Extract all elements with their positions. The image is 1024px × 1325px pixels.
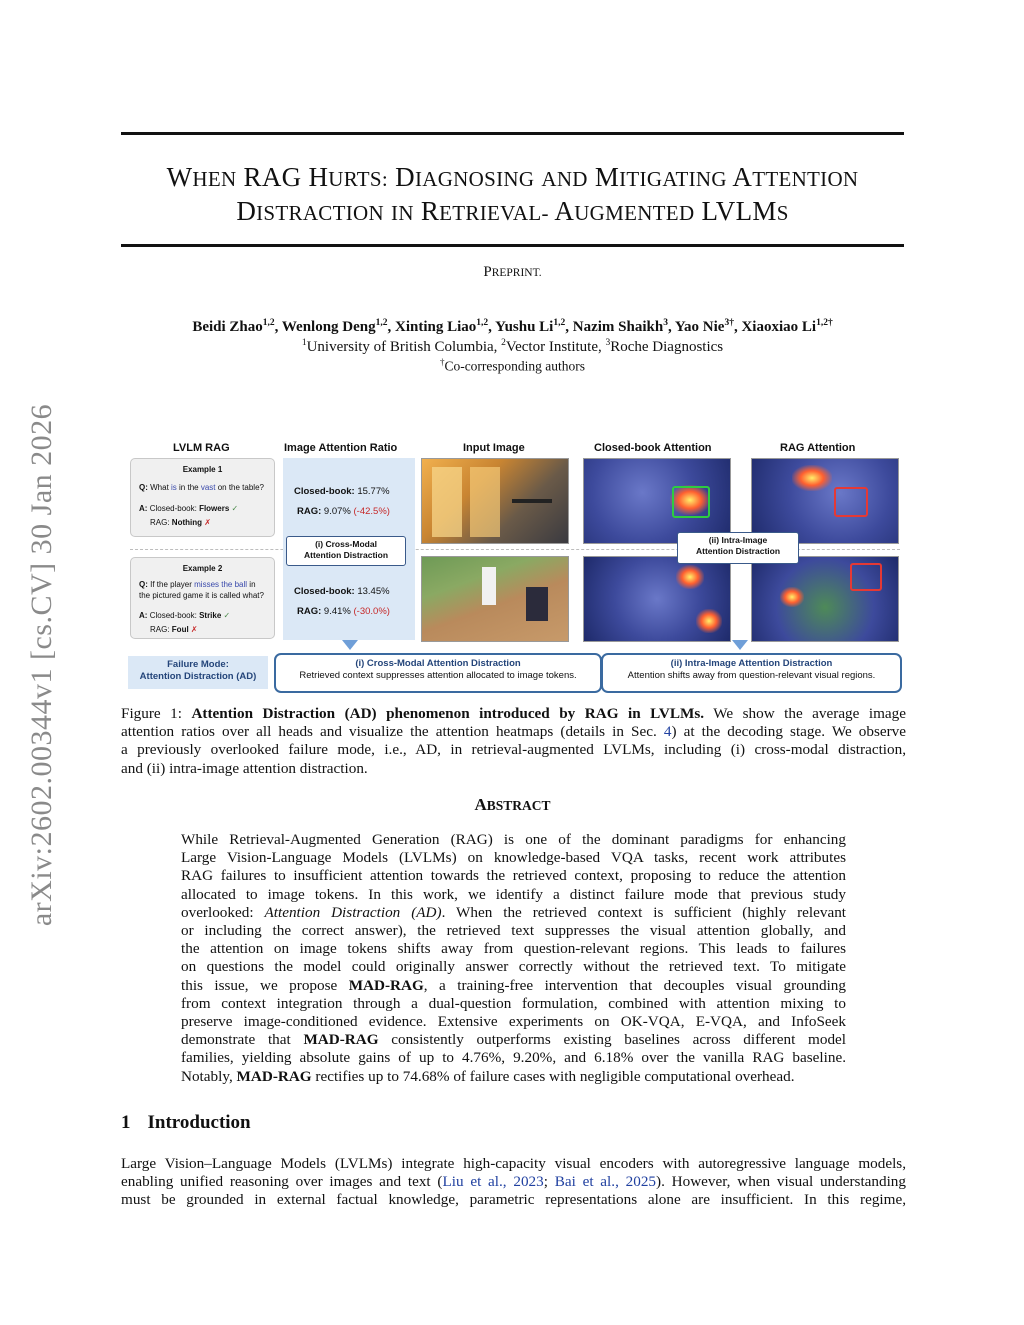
col-header-lvlm-rag: LVLM RAG xyxy=(173,442,230,454)
affiliation-name: University of British Columbia, xyxy=(306,339,502,355)
example-1-box xyxy=(130,458,275,537)
arrow-down-icon xyxy=(732,640,748,650)
check-icon: ✓ xyxy=(223,611,231,620)
abstract-line: or including the correct answer), the retrieved text suppresses the visual attention globally, and xyxy=(181,922,846,940)
col-header-image-attention-ratio: Image Attention Ratio xyxy=(284,442,398,454)
abstract-line: from context integration through a dual-question formulation, combined with attention mixing to xyxy=(181,994,846,1012)
introduction-paragraph: Large Vision–Language Models (LVLMs) integrate high-capacity visual encoders with autoregressive language models, enabling unified reasoning over images and text (Liu et al., 2023; Bai et al., 2025). However, when visual understanding must be grounded in external factual knowledge, parametric representations alone are insufficient. In this regime, xyxy=(121,1155,906,1209)
arrow-down-icon xyxy=(342,640,358,650)
section-reference-link[interactable]: 4 xyxy=(663,723,672,741)
failure-mode-intra-image-box: (ii) Intra-Image Attention Distraction Attention shifts away from question-relevant visual regions. xyxy=(601,653,902,693)
title-bottom-rule xyxy=(121,244,904,247)
abstract-line: Large Vision-Language Models (LVLMs) on knowledge-based VQA tasks, recent work attributes xyxy=(181,849,846,867)
abstract-line: on questions the model could originally answer correctly without the retrieved text. To mitigate xyxy=(181,958,846,976)
abstract-line: Notably, MAD-RAG rectifies up to 74.68% of failure cases with negligible computational overhead. xyxy=(181,1067,795,1085)
ratio-1-closed: Closed-book: 15.77% xyxy=(294,486,390,497)
example-1-title: Example 1 xyxy=(182,465,223,474)
abstract-line: preserve image-conditioned evidence. Extensive experiments on OK-VQA, E-VQA, and InfoSeek xyxy=(181,1013,846,1031)
abstract-body xyxy=(181,831,846,1086)
attention-ratio-panel xyxy=(283,458,415,640)
example-2-closed-answer: A: Closed-book: Strike ✓ xyxy=(139,611,231,620)
citation-link-liu[interactable]: Liu et al., 2023 xyxy=(442,1173,544,1191)
section-heading-introduction: 1 Introduction xyxy=(121,1112,251,1133)
author-name: Xinting Liao xyxy=(395,319,477,335)
author-name: Yushu Li xyxy=(495,319,554,335)
example-2-rag-answer: RAG: Foul ✗ xyxy=(150,625,198,634)
affiliation-name: Vector Institute, xyxy=(505,339,606,355)
check-icon: ✓ xyxy=(231,504,239,513)
author-name: Xiaoxiao Li xyxy=(741,319,817,335)
title-top-rule xyxy=(121,132,904,135)
abstract-line: While Retrieval-Augmented Generation (RAG) is one of the dominant paradigms for enhancing xyxy=(181,831,846,848)
ratio-1-rag: RAG: 9.07% (-42.5%) xyxy=(297,506,390,517)
preprint-label: PREPRINT. xyxy=(483,264,542,280)
figure-1 xyxy=(121,436,904,696)
example-2-box xyxy=(130,557,275,639)
example-2-title: Example 2 xyxy=(182,564,223,573)
author-name: Beidi Zhao xyxy=(192,319,263,335)
abstract-line: families, yielding absolute gains of up to 4.76%, 9.20%, and 6.18% over the vanilla RAG baseline. xyxy=(181,1049,846,1067)
paper-title-line2: DISTRACTION IN RETRIEVAL- AUGMENTED LVLMS xyxy=(236,196,789,226)
example-1-question: Q: What is in the vast on the table? xyxy=(139,483,264,492)
paper-title-line1: WHEN RAG HURTS: DIAGNOSING AND MITIGATING ATTENTION xyxy=(166,162,859,192)
example-1-closed-answer: A: Closed-book: Flowers ✓ xyxy=(139,504,239,513)
input-image-baseball xyxy=(421,556,569,642)
col-header-rag-attention: RAG Attention xyxy=(780,442,856,454)
callout-intra-image: (ii) Intra-Image Attention Distraction xyxy=(677,532,799,564)
abstract-heading: ABSTRACT xyxy=(474,795,551,814)
figure-1-caption: Figure 1: Attention Distraction (AD) phenomenon introduced by RAG in LVLMs. We show the average image attention ratios over all heads and visualize the attention heatmaps (details in Sec. 4) at the decoding stage. We observe a previously overlooked failure mode, i.e., AD, in retrieval-augmented LVLMs, including (i) cross-modal distraction, and (ii) intra-image attention distraction. xyxy=(121,705,907,777)
affiliation-list: $^1$University of British Columbia, $^2$Vector Institute, $^3$Roche Diagnostics xyxy=(301,338,724,355)
author-name: Wenlong Deng xyxy=(281,319,376,335)
col-header-closed-book-attention: Closed-book Attention xyxy=(594,442,712,454)
failure-mode-label: Failure Mode: Attention Distraction (AD) xyxy=(128,656,268,689)
abstract-line: allocated to image tokens. In this work, we identify a distinct failure mode that previous study xyxy=(181,885,846,903)
author-name: Nazim Shaikh xyxy=(572,319,664,335)
abstract-line: this issue, we propose MAD-RAG, a training-free intervention that decouples visual grounding xyxy=(181,976,846,994)
callout-cross-modal: (i) Cross-Modal Attention Distraction xyxy=(286,536,406,566)
author-list: Beidi Zhao$^{1,2}$, Wenlong Deng$^{1,2}$, Xinting Liao$^{1,2}$, Yushu Li$^{1,2}$, Nazim Shaikh$^3$, Yao Nie$^{3\dagger}$, Xiaoxiao $Li^{1,2\dagger}$ xyxy=(192,318,833,335)
arxiv-sidebar-id xyxy=(12,375,72,955)
ratio-2-closed: Closed-book: 13.45% xyxy=(294,586,390,597)
citation-link-bai[interactable]: Bai et al., 2025 xyxy=(554,1173,657,1191)
cross-icon: ✗ xyxy=(204,518,211,527)
arxiv-id-text: arXiv:2602.00344v1 [cs.CV] 30 Jan 2026 xyxy=(25,403,58,927)
failure-mode-cross-modal-box: (i) Cross-Modal Attention Distraction Retrieved context suppresses attention allocated to image tokens. xyxy=(274,653,602,693)
ratio-2-rag: RAG: 9.41% (-30.0%) xyxy=(297,606,390,617)
abstract-line: RAG failures to insufficient attention towards the retrieved context, proposing to reduce the attention xyxy=(181,867,846,885)
affiliation-name: Roche Diagnostics xyxy=(610,339,724,355)
example-2-question: Q: If the player misses the ball in the pictured game it is called what? xyxy=(139,580,264,600)
author-name: Yao Nie xyxy=(674,319,725,335)
input-image-dining-room xyxy=(421,458,569,544)
abstract-line: the attention on image tokens shifts away from question-relevant regions. This leads to failures xyxy=(181,940,846,958)
col-header-input-image: Input Image xyxy=(463,442,525,454)
abstract-line: overlooked: Attention Distraction (AD). When the retrieved context is sufficient (highly relevant xyxy=(181,903,847,921)
corresponding-note: †Co-corresponding authors xyxy=(439,357,586,374)
cross-icon: ✗ xyxy=(190,625,198,634)
rag-heatmap-2 xyxy=(751,556,899,642)
example-1-rag-answer: RAG: Nothing ✗ xyxy=(150,518,211,527)
abstract-line: demonstrate that MAD-RAG consistently outperforms existing baselines across different model xyxy=(181,1031,846,1049)
closed-book-heatmap-2 xyxy=(583,556,731,642)
